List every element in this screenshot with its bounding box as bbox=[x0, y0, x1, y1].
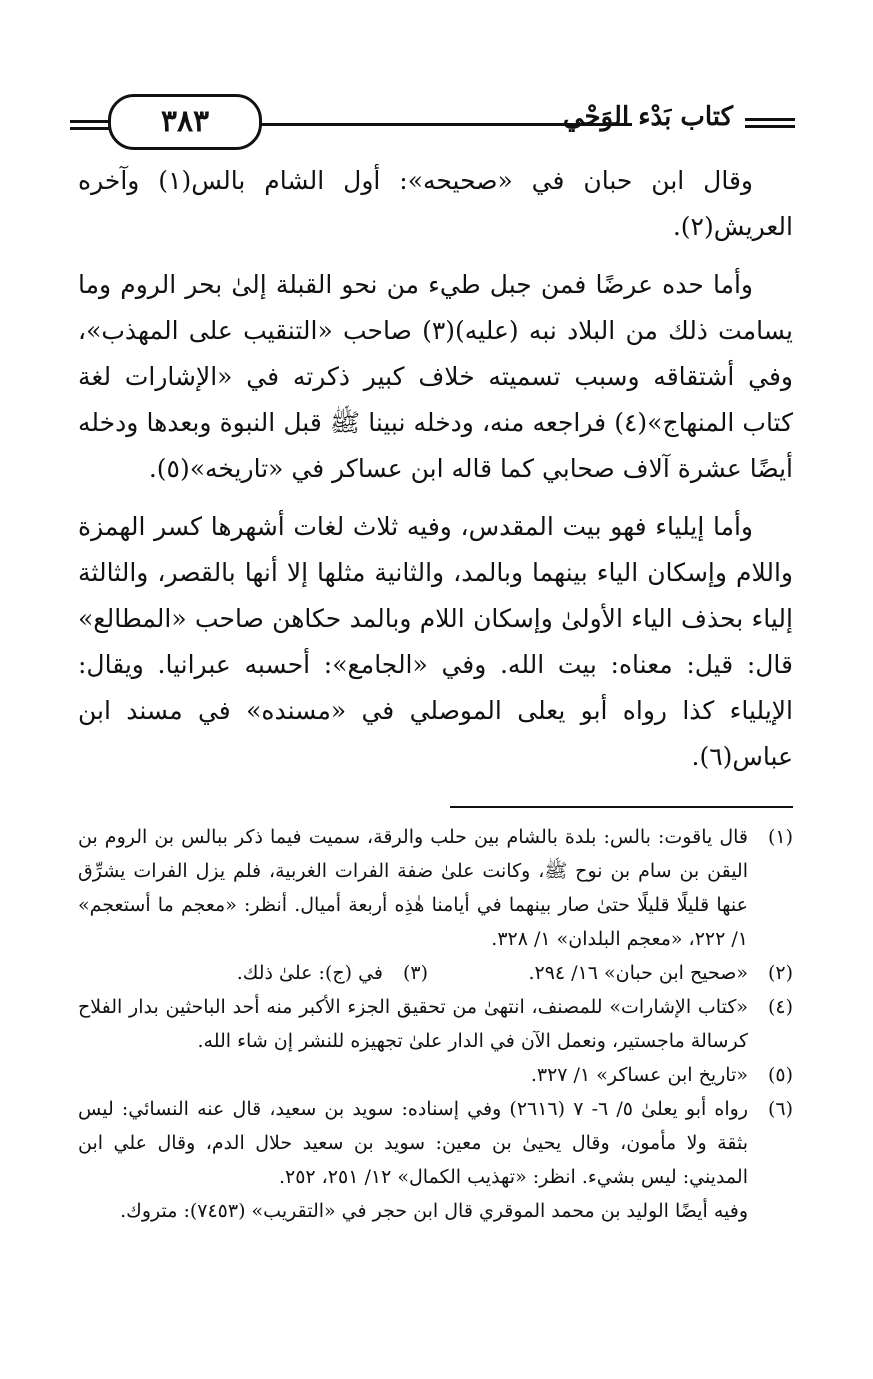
footnote-text: «كتاب الإشارات» للمصنف، انتهىٰ من تحقيق الجزء الأكبر منه أحد الباحثين بدار الفلاح كرسالة ماجستير، ونعمل الآن في الدار علىٰ تجهيزه للنشر إن شاء الله. bbox=[78, 996, 748, 1052]
footnote-1 bbox=[78, 820, 793, 956]
footnote-number: (٦) bbox=[767, 1098, 793, 1120]
footnote-number: (٢) bbox=[767, 962, 793, 984]
page-number: ٣٨٣ bbox=[108, 94, 262, 150]
footnote-separator bbox=[450, 806, 793, 808]
main-text bbox=[78, 158, 793, 792]
footnote-number: (٣) bbox=[402, 962, 428, 984]
book-title: كتاب بَدْء الوَحْي bbox=[562, 102, 733, 132]
footnotes bbox=[78, 820, 793, 1228]
footnote-text: «تاريخ ابن عساكر» ١/ ٣٢٧. bbox=[530, 1064, 748, 1086]
footnote-text: في (ج): علىٰ ذلك. bbox=[236, 962, 383, 984]
footnote-number: (٥) bbox=[767, 1064, 793, 1086]
paragraph-2: وأما حده عرضًا فمن جبل طيء من نحو القبلة إلىٰ بحر الروم وما يسامت ذلك من البلاد نبه (عليه)(٣) صاحب «التنقيب على المهذب»، وفي أشتقاقه وسبب تسميته خلاف كبير ذكرته في «الإشارات لغة كتاب المنهاج»(٤) فراجعه منه، ودخله نبينا ﷺ قبل النبوة وبعدها ودخله أيضًا عشرة آلاف صحابي كما قاله ابن عساكر في «تاريخه»(٥). bbox=[78, 270, 794, 483]
footnote-6-continuation: وفيه أيضًا الوليد بن محمد الموقري قال ابن حجر في «التقريب» (٧٤٥٣): متروك. bbox=[120, 1200, 748, 1222]
footnote-text: قال ياقوت: بالس: بلدة بالشام بين حلب والرقة، سميت فيما ذكر ببالس بن الروم بن اليقن بن سام بن نوح ﷺ، وكانت علىٰ ضفة الفرات الغربية، فلم يزل الفرات يشرِّق عنها قليلًا قليلًا حتىٰ صار بينهما في أيامنا هٰذِه أربعة أميال. أنظر: «معجم ما أستعجم» ١/ ٢٢٢، «معجم البلدان» ١/ ٣٢٨. bbox=[78, 826, 748, 950]
header-rule-right bbox=[745, 118, 795, 121]
footnote-text: «صحيح ابن حبان» ١٦/ ٢٩٤. bbox=[528, 962, 748, 984]
footnote-5 bbox=[78, 1058, 793, 1092]
footnote-4 bbox=[78, 990, 793, 1058]
page-header bbox=[70, 92, 795, 152]
header-rule-right-2 bbox=[745, 125, 795, 128]
footnote-number: (١) bbox=[767, 826, 793, 848]
paragraph-3: وأما إيلياء فهو بيت المقدس، وفيه ثلاث لغات أشهرها كسر الهمزة واللام وإسكان الياء بينهما وبالمد، والثانية مثلها إلا أنها بالقصر، والثالثة إلياء بحذف الياء الأولىٰ وإسكان اللام وبالمد حكاهن صاحب «المطالع» قال: قيل: معناه: بيت الله. وفي «الجامع»: أحسبه عبرانيا. ويقال: الإيلياء كذا رواه أبو يعلى الموصلي في «مسنده» في مسند ابن عباس(٦). bbox=[78, 512, 793, 771]
footnote-2-3 bbox=[78, 956, 793, 990]
footnote-6 bbox=[78, 1092, 793, 1194]
footnote-number: (٤) bbox=[767, 996, 793, 1018]
paragraph-1: وقال ابن حبان في «صحيحه»: أول الشام بالس(١) وآخره العريش(٢). bbox=[78, 166, 793, 241]
footnote-text: رواه أبو يعلىٰ ٥/ ٦- ٧ (٢٦١٦) وفي إسناده: سويد بن سعيد، قال عنه النسائي: ليس بثقة ولا مأمون، وقال يحيىٰ بن معين: سويد بن سعيد حلال الدم، وقال علي ابن المديني: ليس بشيء. انظر: «تهذيب الكمال» ١٢/ ٢٥١، ٢٥٢. bbox=[78, 1098, 748, 1188]
